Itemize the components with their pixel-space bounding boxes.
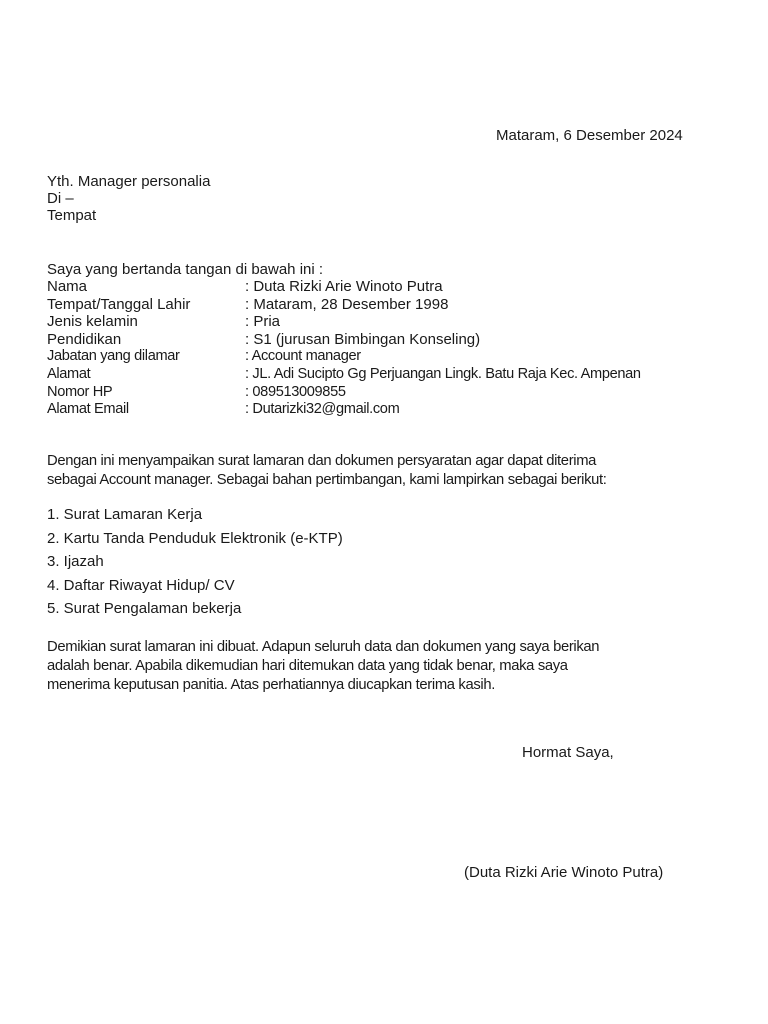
- field-value: : 089513009855: [245, 383, 346, 400]
- field-row-education: [47, 331, 641, 349]
- field-value: : Duta Rizki Arie Winoto Putra: [245, 278, 443, 295]
- field-label: Alamat: [47, 365, 91, 382]
- attachment-item: 2. Kartu Tanda Penduduk Elektronik (e-KTP): [47, 529, 343, 547]
- field-label: Jabatan yang dilamar: [47, 348, 180, 365]
- letter-date: Mataram, 6 Desember 2024: [496, 127, 683, 144]
- field-value: : Account manager: [245, 348, 361, 365]
- attachment-item: 4. Daftar Riwayat Hidup/ CV: [47, 576, 235, 594]
- applicant-details: [47, 278, 641, 419]
- field-row-gender: [47, 313, 641, 331]
- recipient-line: Tempat: [47, 207, 97, 224]
- field-value: : Mataram, 28 Desember 1998: [245, 295, 449, 313]
- recipient-line: Di –: [47, 190, 74, 207]
- field-label: Tempat/Tanggal Lahir: [47, 295, 191, 313]
- field-row-email: [47, 401, 641, 419]
- field-row-phone: [47, 384, 641, 402]
- paragraph-closing: [47, 638, 727, 695]
- paragraph-line: Demikian surat lamaran ini dibuat. Adapun seluruh data dan dokumen yang saya berikan: [47, 639, 600, 655]
- field-label: Nama: [47, 278, 88, 295]
- paragraph-line: menerima keputusan panitia. Atas perhatiannya diucapkan terima kasih.: [47, 677, 495, 693]
- field-row-birth: [47, 296, 641, 314]
- intro-line: Saya yang bertanda tangan di bawah ini :: [47, 261, 324, 278]
- attachment-item: 1. Surat Lamaran Kerja: [47, 506, 203, 523]
- field-label: Jenis kelamin: [47, 313, 138, 331]
- field-label: Alamat Email: [47, 401, 129, 418]
- attachment-list: [47, 506, 343, 624]
- paragraph-line: adalah benar. Apabila dikemudian hari ditemukan data yang tidak benar, maka saya: [47, 658, 568, 674]
- field-row-position: [47, 348, 641, 366]
- field-label: Nomor HP: [47, 383, 113, 400]
- field-row-nama: [47, 278, 641, 296]
- paragraph-line: sebagai Account manager. Sebagai bahan pertimbangan, kami lampirkan sebagai berikut:: [47, 472, 607, 488]
- attachment-item: 5. Surat Pengalaman bekerja: [47, 600, 242, 618]
- attachment-item: 3. Ijazah: [47, 553, 104, 571]
- field-row-address: [47, 366, 641, 384]
- signature-name: (Duta Rizki Arie Winoto Putra): [464, 864, 664, 881]
- field-value: : Pria: [245, 313, 281, 331]
- field-label: Pendidikan: [47, 330, 122, 348]
- field-value: : Dutarizki32@gmail.com: [245, 401, 400, 418]
- recipient-block: [47, 173, 210, 224]
- recipient-line: Yth. Manager personalia: [47, 173, 211, 190]
- paragraph-line: Dengan ini menyampaikan surat lamaran dan dokumen persyaratan agar dapat diterima: [47, 453, 597, 469]
- field-value: : S1 (jurusan Bimbingan Konseling): [245, 330, 481, 348]
- paragraph-purpose: [47, 452, 727, 490]
- closing-salutation: Hormat Saya,: [522, 744, 614, 761]
- field-value: : JL. Adi Sucipto Gg Perjuangan Lingk. Batu Raja Kec. Ampenan: [245, 365, 641, 382]
